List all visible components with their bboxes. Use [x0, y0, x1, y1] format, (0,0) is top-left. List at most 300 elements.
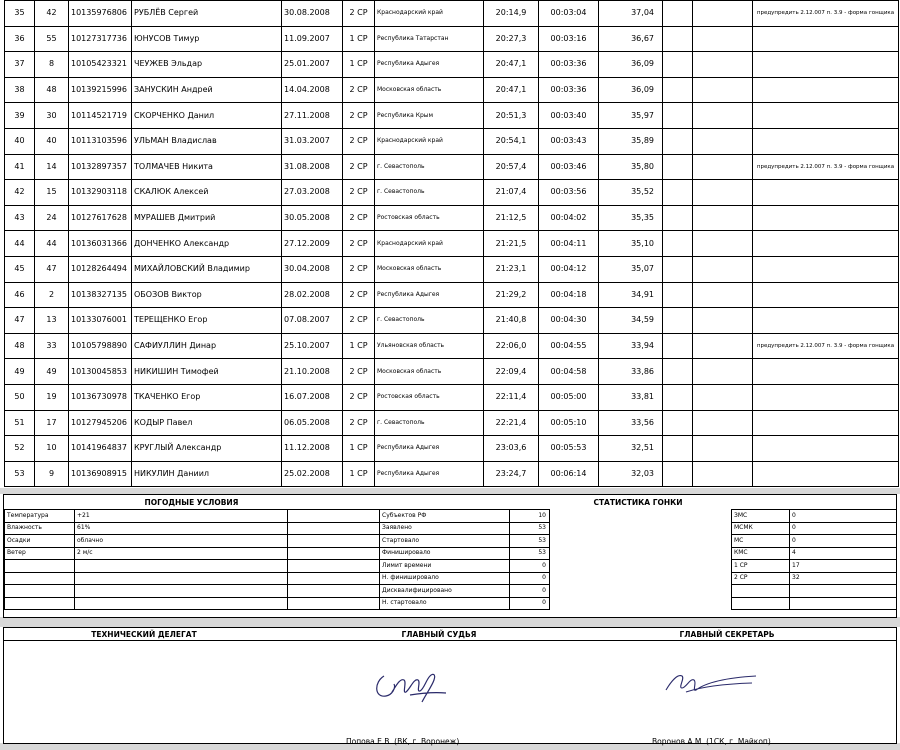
cell-name: ТЕРЕЩЕНКО Егор [132, 308, 282, 334]
cell-code: 10113103596 [69, 128, 132, 154]
cell-place: 46 [5, 282, 35, 308]
cell-bib: 48 [35, 77, 69, 103]
cell-name: ДОНЧЕНКО Александр [132, 231, 282, 257]
cell-empty [288, 522, 380, 535]
cell-rank: 2 СР [343, 103, 375, 129]
table-row [5, 461, 899, 487]
cell-code: 10105798890 [69, 333, 132, 359]
cell-speed: 32,03 [599, 461, 663, 487]
cell-gap: 00:03:36 [539, 52, 599, 78]
cell-gap: 00:03:36 [539, 77, 599, 103]
cell-place: 43 [5, 205, 35, 231]
cell-bib: 47 [35, 256, 69, 282]
cell-note [753, 256, 899, 282]
cell-empty [663, 180, 693, 206]
cell-gap: 00:04:58 [539, 359, 599, 385]
cell-region: г. Севастополь [375, 308, 484, 334]
cell-speed: 34,59 [599, 308, 663, 334]
cell-empty [693, 231, 753, 257]
cell-code: 10127317736 [69, 26, 132, 52]
cell-name: МУРАШЕВ Дмитрий [132, 205, 282, 231]
cell-time: 20:47,1 [484, 77, 539, 103]
cell-speed: 35,80 [599, 154, 663, 180]
weather-value [75, 560, 288, 573]
cell-empty [693, 180, 753, 206]
cell-time: 23:03,6 [484, 436, 539, 462]
cell-rank: 1 СР [343, 26, 375, 52]
cell-place: 38 [5, 77, 35, 103]
cell-gap: 00:04:55 [539, 333, 599, 359]
cell-dob: 06.05.2008 [282, 410, 343, 436]
cell-bib: 49 [35, 359, 69, 385]
cell-name: ТКАЧЕНКО Егор [132, 384, 282, 410]
cell-code: 10114521719 [69, 103, 132, 129]
chief-judge-name: Попова Е.В. (ВК, г. Воронеж) [346, 737, 460, 746]
cell-rank: 2 СР [343, 1, 375, 27]
stats-value: 0 [510, 585, 550, 598]
cell-place: 49 [5, 359, 35, 385]
weather-row [5, 535, 380, 548]
cell-empty [663, 154, 693, 180]
cell-speed: 37,04 [599, 1, 663, 27]
cell-dob: 25.02.2008 [282, 461, 343, 487]
cell-empty [663, 282, 693, 308]
cell-place: 40 [5, 128, 35, 154]
cell-dob: 07.08.2007 [282, 308, 343, 334]
table-row [5, 26, 899, 52]
rank-value: 32 [790, 572, 897, 585]
rank-value: 4 [790, 547, 897, 560]
rank-value: 0 [790, 522, 897, 535]
cell-speed: 33,81 [599, 384, 663, 410]
cell-name: ОБОЗОВ Виктор [132, 282, 282, 308]
cell-empty [663, 52, 693, 78]
table-row [5, 231, 899, 257]
cell-note [753, 410, 899, 436]
cell-bib: 42 [35, 1, 69, 27]
cell-region: г. Севастополь [375, 154, 484, 180]
cell-bib: 55 [35, 26, 69, 52]
weather-value: +21 [75, 510, 288, 523]
cell-gap: 00:04:12 [539, 256, 599, 282]
cell-place: 42 [5, 180, 35, 206]
cell-place: 52 [5, 436, 35, 462]
weather-label [5, 597, 75, 610]
cell-bib: 9 [35, 461, 69, 487]
cell-speed: 32,51 [599, 436, 663, 462]
rank-row [732, 585, 897, 598]
chief-judge-signature [370, 662, 450, 707]
cell-note [753, 128, 899, 154]
cell-empty [288, 585, 380, 598]
cell-empty [693, 410, 753, 436]
cell-empty [663, 436, 693, 462]
cell-gap: 00:03:43 [539, 128, 599, 154]
weather-row [5, 560, 380, 573]
cell-empty [663, 308, 693, 334]
table-row [5, 436, 899, 462]
cell-empty [663, 103, 693, 129]
cell-empty [288, 510, 380, 523]
cell-empty [663, 410, 693, 436]
cell-dob: 27.12.2009 [282, 231, 343, 257]
cell-bib: 30 [35, 103, 69, 129]
stats-value: 0 [510, 572, 550, 585]
cell-name: УЛЬМАН Владислав [132, 128, 282, 154]
stats-value: 0 [510, 597, 550, 610]
stats-row [380, 535, 550, 548]
cell-region: Республика Адыгея [375, 52, 484, 78]
cell-empty [663, 205, 693, 231]
cell-note [753, 436, 899, 462]
cell-empty [663, 333, 693, 359]
cell-time: 20:54,1 [484, 128, 539, 154]
table-row [5, 205, 899, 231]
stats-row [380, 522, 550, 535]
cell-name: СКАЛЮК Алексей [132, 180, 282, 206]
cell-name: СКОРЧЕНКО Данил [132, 103, 282, 129]
cell-time: 20:51,3 [484, 103, 539, 129]
cell-region: Московская область [375, 359, 484, 385]
cell-empty [663, 128, 693, 154]
stats-row [380, 560, 550, 573]
weather-value [75, 585, 288, 598]
weather-row [5, 585, 380, 598]
weather-row [5, 510, 380, 523]
cell-place: 44 [5, 231, 35, 257]
weather-label [5, 560, 75, 573]
cell-region: Краснодарский край [375, 231, 484, 257]
cell-empty [693, 77, 753, 103]
table-row [5, 256, 899, 282]
cell-name: ЗАНУСКИН Андрей [132, 77, 282, 103]
cell-note [753, 359, 899, 385]
stats-row [380, 585, 550, 598]
weather-stats-section [3, 494, 897, 618]
table-row [5, 384, 899, 410]
table-row [5, 333, 899, 359]
header-underline [4, 640, 896, 641]
cell-place: 37 [5, 52, 35, 78]
cell-speed: 36,67 [599, 26, 663, 52]
table-row [5, 1, 899, 27]
cell-rank: 1 СР [343, 461, 375, 487]
cell-rank: 2 СР [343, 256, 375, 282]
stats-label: Финишировало [380, 547, 510, 560]
cell-bib: 33 [35, 333, 69, 359]
cell-place: 48 [5, 333, 35, 359]
stats-row [380, 510, 550, 523]
cell-empty [663, 359, 693, 385]
cell-empty [288, 547, 380, 560]
cell-empty [693, 436, 753, 462]
weather-row [5, 547, 380, 560]
cell-code: 10136031366 [69, 231, 132, 257]
cell-empty [693, 205, 753, 231]
cell-place: 45 [5, 256, 35, 282]
cell-region: Республика Адыгея [375, 436, 484, 462]
cell-gap: 00:03:16 [539, 26, 599, 52]
stats-value: 53 [510, 535, 550, 548]
rank-label [732, 597, 790, 610]
weather-row [5, 522, 380, 535]
cell-time: 20:57,4 [484, 154, 539, 180]
cell-gap: 00:05:53 [539, 436, 599, 462]
cell-note: предупредить 2.12.007 п. 3.9 - форма гонщика [753, 333, 899, 359]
table-row [5, 52, 899, 78]
cell-code: 10136730978 [69, 384, 132, 410]
cell-place: 51 [5, 410, 35, 436]
cell-speed: 35,07 [599, 256, 663, 282]
cell-bib: 15 [35, 180, 69, 206]
rank-row [732, 535, 897, 548]
cell-time: 22:06,0 [484, 333, 539, 359]
stats-label: Лимит времени [380, 560, 510, 573]
cell-code: 10127945206 [69, 410, 132, 436]
cell-rank: 2 СР [343, 359, 375, 385]
stats-table [379, 509, 550, 610]
cell-time: 22:09,4 [484, 359, 539, 385]
stats-label: Дисквалифицировано [380, 585, 510, 598]
cell-bib: 24 [35, 205, 69, 231]
cell-empty [693, 282, 753, 308]
rank-label: 1 СР [732, 560, 790, 573]
cell-time: 21:07,4 [484, 180, 539, 206]
cell-note [753, 52, 899, 78]
cell-time: 21:21,5 [484, 231, 539, 257]
cell-gap: 00:05:00 [539, 384, 599, 410]
cell-empty [693, 128, 753, 154]
table-row [5, 77, 899, 103]
cell-note [753, 384, 899, 410]
weather-value: 61% [75, 522, 288, 535]
cell-speed: 35,89 [599, 128, 663, 154]
rank-label: МСМК [732, 522, 790, 535]
cell-speed: 35,10 [599, 231, 663, 257]
cell-speed: 33,94 [599, 333, 663, 359]
cell-speed: 36,09 [599, 77, 663, 103]
cell-bib: 2 [35, 282, 69, 308]
cell-time: 21:29,2 [484, 282, 539, 308]
cell-name: КОДЫР Павел [132, 410, 282, 436]
cell-gap: 00:03:04 [539, 1, 599, 27]
rank-value [790, 597, 897, 610]
cell-note [753, 205, 899, 231]
cell-time: 21:12,5 [484, 205, 539, 231]
cell-empty [693, 103, 753, 129]
cell-empty [693, 154, 753, 180]
table-row [5, 103, 899, 129]
cell-rank: 2 СР [343, 384, 375, 410]
cell-time: 20:27,3 [484, 26, 539, 52]
stats-value: 53 [510, 547, 550, 560]
cell-bib: 10 [35, 436, 69, 462]
separator-band [0, 617, 900, 627]
cell-rank: 2 СР [343, 180, 375, 206]
cell-dob: 14.04.2008 [282, 77, 343, 103]
cell-time: 22:21,4 [484, 410, 539, 436]
cell-dob: 11.09.2007 [282, 26, 343, 52]
weather-label [5, 572, 75, 585]
stats-value: 53 [510, 522, 550, 535]
cell-dob: 31.03.2007 [282, 128, 343, 154]
cell-rank: 2 СР [343, 308, 375, 334]
cell-empty [693, 256, 753, 282]
rank-row [732, 522, 897, 535]
weather-value [75, 597, 288, 610]
stats-row [380, 572, 550, 585]
cell-rank: 2 СР [343, 282, 375, 308]
weather-title: ПОГОДНЫЕ УСЛОВИЯ [144, 498, 239, 507]
stats-value: 10 [510, 510, 550, 523]
cell-place: 47 [5, 308, 35, 334]
cell-empty [663, 256, 693, 282]
table-row [5, 308, 899, 334]
rank-value: 0 [790, 510, 897, 523]
cell-empty [663, 461, 693, 487]
cell-dob: 25.01.2007 [282, 52, 343, 78]
cell-dob: 30.08.2008 [282, 1, 343, 27]
cell-region: Республика Адыгея [375, 461, 484, 487]
cell-bib: 8 [35, 52, 69, 78]
cell-code: 10139215996 [69, 77, 132, 103]
cell-speed: 33,86 [599, 359, 663, 385]
rank-row [732, 597, 897, 610]
cell-empty [288, 597, 380, 610]
weather-row [5, 597, 380, 610]
cell-note [753, 282, 899, 308]
cell-note [753, 461, 899, 487]
cell-dob: 30.05.2008 [282, 205, 343, 231]
cell-gap: 00:05:10 [539, 410, 599, 436]
cell-region: Краснодарский край [375, 128, 484, 154]
weather-label [5, 585, 75, 598]
tech-delegate-title: ТЕХНИЧЕСКИЙ ДЕЛЕГАТ [91, 630, 197, 639]
cell-dob: 27.03.2008 [282, 180, 343, 206]
cell-code: 10127617628 [69, 205, 132, 231]
rank-row [732, 560, 897, 573]
cell-note [753, 77, 899, 103]
cell-bib: 13 [35, 308, 69, 334]
chief-judge-title: ГЛАВНЫЙ СУДЬЯ [401, 630, 477, 639]
cell-code: 10135976806 [69, 1, 132, 27]
cell-code: 10141964837 [69, 436, 132, 462]
cell-place: 39 [5, 103, 35, 129]
weather-value [75, 572, 288, 585]
cell-gap: 00:04:11 [539, 231, 599, 257]
cell-empty [288, 535, 380, 548]
cell-code: 10105423321 [69, 52, 132, 78]
cell-empty [693, 308, 753, 334]
cell-rank: 1 СР [343, 436, 375, 462]
cell-rank: 1 СР [343, 333, 375, 359]
cell-name: ЧЕУЖЕВ Эльдар [132, 52, 282, 78]
table-row [5, 154, 899, 180]
cell-speed: 36,09 [599, 52, 663, 78]
table-row [5, 359, 899, 385]
cell-empty [693, 359, 753, 385]
cell-speed: 33,56 [599, 410, 663, 436]
cell-empty [663, 26, 693, 52]
cell-empty [693, 1, 753, 27]
cell-empty [663, 1, 693, 27]
chief-secretary-signature [662, 666, 762, 700]
cell-dob: 21.10.2008 [282, 359, 343, 385]
cell-empty [693, 333, 753, 359]
cell-time: 22:11,4 [484, 384, 539, 410]
rank-label [732, 585, 790, 598]
rank-row [732, 510, 897, 523]
cell-gap: 00:03:56 [539, 180, 599, 206]
cell-place: 50 [5, 384, 35, 410]
cell-empty [693, 52, 753, 78]
ranks-table [731, 509, 897, 610]
cell-gap: 00:04:02 [539, 205, 599, 231]
cell-rank: 2 СР [343, 128, 375, 154]
cell-place: 41 [5, 154, 35, 180]
rank-value: 0 [790, 535, 897, 548]
cell-empty [663, 77, 693, 103]
cell-dob: 28.02.2008 [282, 282, 343, 308]
cell-gap: 00:03:40 [539, 103, 599, 129]
cell-region: Республика Татарстан [375, 26, 484, 52]
stats-value: 0 [510, 560, 550, 573]
cell-time: 23:24,7 [484, 461, 539, 487]
cell-rank: 1 СР [343, 52, 375, 78]
cell-time: 21:40,8 [484, 308, 539, 334]
cell-dob: 25.10.2007 [282, 333, 343, 359]
cell-note [753, 103, 899, 129]
cell-region: Республика Адыгея [375, 282, 484, 308]
cell-speed: 35,35 [599, 205, 663, 231]
rank-value: 17 [790, 560, 897, 573]
cell-region: Московская область [375, 256, 484, 282]
cell-note: предупредить 2.12.007 п. 3.9 - форма гонщика [753, 1, 899, 27]
rank-row [732, 547, 897, 560]
cell-rank: 2 СР [343, 205, 375, 231]
cell-region: г. Севастополь [375, 180, 484, 206]
cell-region: Ульяновская область [375, 333, 484, 359]
stats-label: Стартовало [380, 535, 510, 548]
cell-speed: 34,91 [599, 282, 663, 308]
table-row [5, 282, 899, 308]
cell-rank: 2 СР [343, 154, 375, 180]
cell-name: РУБЛЁВ Сергей [132, 1, 282, 27]
cell-name: ТОЛМАЧЕВ Никита [132, 154, 282, 180]
stats-label: Субъектов РФ [380, 510, 510, 523]
weather-label: Температура [5, 510, 75, 523]
cell-code: 10130045853 [69, 359, 132, 385]
weather-row [5, 572, 380, 585]
cell-bib: 14 [35, 154, 69, 180]
cell-code: 10133076001 [69, 308, 132, 334]
stats-row [380, 547, 550, 560]
cell-bib: 19 [35, 384, 69, 410]
stats-label: Заявлено [380, 522, 510, 535]
rank-label: КМС [732, 547, 790, 560]
cell-rank: 2 СР [343, 410, 375, 436]
weather-label: Ветер [5, 547, 75, 560]
cell-note [753, 26, 899, 52]
chief-secretary-name: Воронов А.М. (1СК, г. Майкоп) [652, 737, 771, 746]
cell-gap: 00:04:18 [539, 282, 599, 308]
cell-gap: 00:06:14 [539, 461, 599, 487]
cell-rank: 2 СР [343, 231, 375, 257]
cell-note: предупредить 2.12.007 п. 3.9 - форма гонщика [753, 154, 899, 180]
cell-dob: 31.08.2008 [282, 154, 343, 180]
cell-dob: 11.12.2008 [282, 436, 343, 462]
cell-code: 10136908915 [69, 461, 132, 487]
